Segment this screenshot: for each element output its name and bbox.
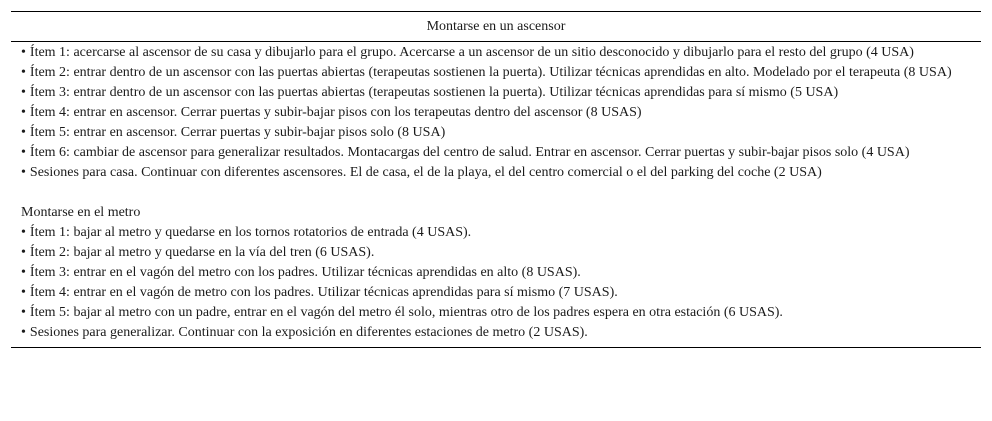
list-item: • Ítem 5: bajar al metro con un padre, entrar en el vagón del metro él solo, mientras otro de los padres espera en otra estación (6 USAS). xyxy=(21,305,783,320)
bullet-icon: • xyxy=(21,105,26,120)
list-item: • Ítem 2: entrar dentro de un ascensor con las puertas abiertas (terapeutas sostienen la puerta). Utilizar técnicas aprendidas en alto. Modelado por el terapeuta (8 USA) xyxy=(21,65,952,80)
bullet-icon: • xyxy=(21,305,26,320)
protocol-table xyxy=(11,11,981,348)
section-title: Montarse en el metro xyxy=(21,205,141,220)
list-item: • Ítem 5: entrar en ascensor. Cerrar puertas y subir-bajar pisos solo (8 USA) xyxy=(21,125,446,140)
bullet-icon: • xyxy=(21,145,26,160)
list-item: • Ítem 1: bajar al metro y quedarse en los tornos rotatorios de entrada (4 USAS). xyxy=(21,225,472,240)
table-body xyxy=(11,42,981,347)
list-item: • Sesiones para generalizar. Continuar con la exposición en diferentes estaciones de metro (2 USAS). xyxy=(21,325,588,340)
section-ascensor xyxy=(21,43,971,183)
list-item: • Ítem 6: cambiar de ascensor para generalizar resultados. Montacargas del centro de salud. Entrar en ascensor. Cerrar puertas y subir-bajar pisos solo (4 USA) xyxy=(21,145,910,160)
list-item: • Ítem 1: acercarse al ascensor de su casa y dibujarlo para el grupo. Acercarse a un ascensor de un sitio desconocido y dibujarlo para el resto del grupo (4 USA) xyxy=(21,45,914,60)
bullet-icon: • xyxy=(21,265,26,280)
list-item: • Ítem 4: entrar en el vagón de metro con los padres. Utilizar técnicas aprendidas para sí mismo (7 USAS). xyxy=(21,285,618,300)
bullet-icon: • xyxy=(21,65,26,80)
list-item: • Sesiones para casa. Continuar con diferentes ascensores. El de casa, el de la playa, el del centro comercial o el del parking del coche (2 USA) xyxy=(21,165,822,180)
bullet-icon: • xyxy=(21,125,26,140)
bullet-icon: • xyxy=(21,165,26,180)
bullet-icon: • xyxy=(21,285,26,300)
list-item: • Ítem 3: entrar dentro de un ascensor con las puertas abiertas (terapeutas sostienen la puerta). Utilizar técnicas aprendidas para sí mismo (5 USA) xyxy=(21,85,839,100)
bullet-icon: • xyxy=(21,45,26,60)
section-spacer xyxy=(21,183,971,203)
section-metro xyxy=(21,203,971,343)
bullet-icon: • xyxy=(21,325,26,340)
bullet-icon: • xyxy=(21,245,26,260)
table-header: Montarse en un ascensor xyxy=(11,12,981,42)
list-item: • Ítem 3: entrar en el vagón del metro con los padres. Utilizar técnicas aprendidas en alto (8 USAS). xyxy=(21,265,581,280)
list-item: • Ítem 4: entrar en ascensor. Cerrar puertas y subir-bajar pisos con los terapeutas dentro del ascensor (8 USAS) xyxy=(21,105,642,120)
list-item: • Ítem 2: bajar al metro y quedarse en la vía del tren (6 USAS). xyxy=(21,245,375,260)
bullet-icon: • xyxy=(21,85,26,100)
bullet-icon: • xyxy=(21,225,26,240)
